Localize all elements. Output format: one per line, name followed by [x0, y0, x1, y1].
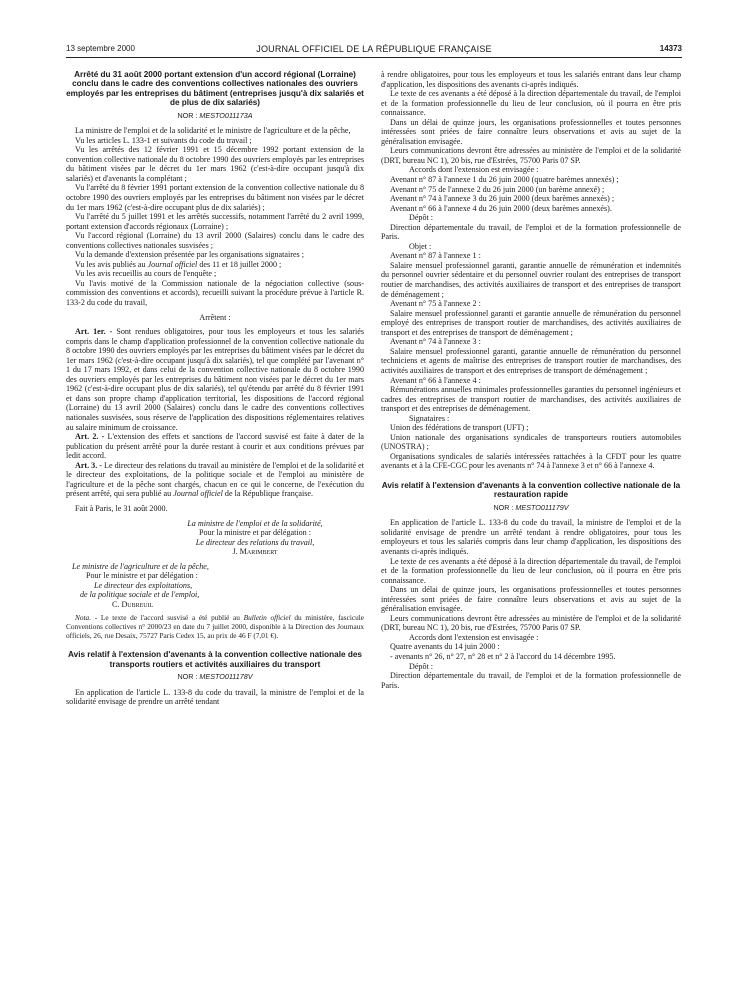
- objet-text: Salaire mensuel professionnel garanti, garantie annuelle de rémunération et indemnités du personnel ouvrier sédentaire et du personnel ouvrier roulant des entreprises de transport routier de marchandises, des activités auxiliaires de transport et des entreprises de transport de déménagement ;: [381, 260, 681, 299]
- objet-text: Salaire mensuel professionnel garanti et garantie annuelle de rémunération du personnel employé des entreprises de transport routier de marchandises, des activités auxiliaires de transport et des entreprises de transport de déménagement ;: [381, 308, 681, 337]
- avis-paragraph: Le texte de ces avenants a été déposé à la direction départementale du travail, de l'emploi et de la formation professionnelle du lieu de leur conclusion, où il pourra en être pris connaissance.: [381, 89, 681, 118]
- jo-pre: Vu les avis publiés au: [75, 259, 146, 269]
- accords-heading: Accords dont l'extension est envisagée :: [409, 632, 539, 642]
- visa-paragraph: Vu l'arrêté du 5 juillet 1991 et les arrêtés successifs, notamment l'arrêté du 2 avril 1999, portant extension d'accords régionaux (Lorraine) ;: [66, 212, 364, 231]
- avis-continuation: à rendre obligatoires, pour tous les employeurs et tous les salariés entrant dans leur champ d'application, les dispositions des avenants ci-après indiqués.: [381, 70, 681, 89]
- avenant-item: Avenant n° 66 à l'annexe 4 du 26 juin 2000 (deux barèmes annexés).: [390, 203, 612, 213]
- visa-paragraph: La ministre de l'emploi et de la solidarité et le ministre de l'agriculture et de la pêche,: [75, 126, 351, 136]
- signataire-item: Organisations syndicales de salariés intéressées rattachées à la CFDT pour les quatre avenants et à la CFE-CGC pour les avenants n° 74 à l'annexe 3 et n° 66 à l'annexe 4.: [381, 451, 681, 471]
- article-3-label: Art. 3. -: [75, 460, 102, 470]
- signataires-heading: Signataires :: [409, 413, 450, 423]
- header-date: 13 septembre 2000: [66, 44, 135, 53]
- signature-2-line: Pour le ministre et par délégation :: [86, 571, 198, 581]
- depot-text: Direction départementale du travail, de l'emploi et de la formation professionnelle de Paris.: [381, 222, 681, 242]
- visa-paragraph: Vu l'arrêté du 8 février 1991 portant extension de la convention collective nationale du 8 octobre 1990 des ouvriers employés par les entreprises du bâtiment non visées par le décret du 1er mars 1962 (c'est-à-dire occupant plus de dix salariés) ;: [66, 183, 364, 212]
- depot-heading: Dépôt :: [409, 213, 434, 223]
- signature-2-line: de la politique sociale et de l'emploi,: [80, 590, 200, 600]
- avis-paragraph: Accords dont l'extension est envisagée :: [409, 165, 539, 175]
- objet-text: Salaire mensuel professionnel garanti, garantie annuelle de rémunération du personnel techniciens et agents de maîtrise des entreprises de transport routier de marchandises, des activités auxiliaires de transport et des entreprises de transport de déménagement ;: [381, 346, 681, 375]
- avis-paragraph: Leurs communications devront être adressées au ministère de l'emploi et de la solidarité (DRT, bureau NC 1), 20 bis, rue d'Estrées, 75700 Paris 07 SP.: [381, 146, 681, 165]
- nor-label: NOR :: [493, 502, 514, 512]
- visa-paragraph: Vu l'avis motivé de la Commission nationale de la négociation collective (sous-commission des conventions et accords), recueilli suivant la procédure prévue à l'article R. 133-2 du code du travail,: [66, 278, 364, 308]
- signature-1-name: J. Marimbert: [232, 547, 278, 557]
- page-header: [66, 44, 682, 58]
- objet-heading: Objet :: [409, 241, 432, 251]
- avis-transports-title: Avis relatif à l'extension d'avenants à la convention collective nationale des transports routiers et activités auxiliaires du transport: [68, 650, 362, 669]
- article-3-post: de la République française.: [224, 489, 314, 499]
- nota-label: Nota. -: [75, 613, 98, 623]
- left-column: [66, 70, 364, 707]
- header-journal-title: JOURNAL OFFICIEL DE LA RÉPUBLIQUE FRANÇAISE: [256, 44, 492, 54]
- signature-2-line: Le ministre de l'agriculture et de la pêche,: [72, 561, 209, 571]
- article-2-text: L'extension des effets et sanctions de l'accord susvisé est faite à dater de la publication du présent arrêté pour la durée restant à courir et aux conditions prévues par ledit accord.: [66, 432, 364, 461]
- avis-transports-nor: [66, 672, 364, 682]
- avenant-heading: Avenant n° 87 à l'annexe 1 :: [390, 251, 481, 261]
- avis-paragraph: Dans un délai de quinze jours, les organisations professionnelles et toutes personnes intéressées sont priées de faire connaître leurs observations et avis au sujet de la généralisation envisagée.: [381, 117, 681, 146]
- article-2: [66, 432, 364, 461]
- visa-paragraph-jo: [66, 260, 364, 270]
- avis-restauration-title: Avis relatif à l'extension d'avenants à la convention collective nationale de la restauration rapide: [381, 480, 681, 500]
- objet-text: Rémunérations annuelles minimales professionnelles garanties du personnel ingénieurs et cadres des entreprises de transport routier de marchandises, des activités auxiliaires de transport et des entreprises de déménagement.: [381, 385, 681, 414]
- avenant-heading: Avenant n° 75 à l'annexe 2 :: [390, 299, 481, 309]
- visa-paragraph: Vu les arrêtés des 12 février 1991 et 15 décembre 1992 portant extension de la convention collective nationale du 8 octobre 1990 des ouvriers employés par les entreprises du bâtiment visées par le décret du 1er mars 1962 (c'est-à-dire occupant jusqu'à dix salariés) et d'avenants la complétant ;: [66, 145, 364, 183]
- fait-a-paris: Fait à Paris, le 31 août 2000.: [75, 503, 168, 513]
- depot-heading: Dépôt :: [409, 661, 434, 671]
- article-2-label: Art. 2. -: [75, 432, 105, 442]
- article-3-text: Le directeur des relations du travail au ministère de l'emploi et de la solidarité et le directeur des exploitations, de la politique sociale et de l'emploi au ministère de l'agriculture et de la pêche sont chargés, chacun en ce qui le concerne, de l'exécution du présent arrêté, qui sera publié au: [66, 460, 364, 499]
- jo-post: des 11 et 18 juillet 2000 ;: [199, 259, 282, 269]
- visa-paragraph: Vu les avis recueillis au cours de l'enquête ;: [75, 269, 217, 279]
- visa-paragraph: Vu l'accord régional (Lorraine) du 13 avril 2000 (Salaires) conclu dans le cadre des conventions collectives nationales susvisées ;: [66, 231, 364, 250]
- nota-ital: Bulletin officiel: [243, 613, 291, 623]
- article-1: [66, 327, 364, 432]
- signature-2-line: Le directeur des exploitations,: [94, 580, 193, 590]
- nota-post: du ministère, fascicule Conventions collectives n° 2000/23 en date du 7 juillet 2000, disponible à la Direction des Journaux officiels, 26, rue Desaix, 75727 Paris Cedex 15, au prix de 46 F (7,01 €).: [66, 613, 365, 640]
- avis-paragraph: Le texte de ces avenants a été déposé à la direction départementale du travail, de l'emploi et de la formation professionnelle du lieu de leur conclusion, où il pourra en être pris connaissance.: [381, 556, 681, 585]
- avis-restauration-nor: [381, 503, 681, 513]
- accords-item: Quatre avenants du 14 juin 2000 :: [390, 642, 500, 652]
- signataire-item: Union nationale des organisations syndicales de transporteurs routiers automobiles (UNOSTRA) ;: [381, 432, 681, 452]
- avenant-heading: Avenant n° 74 à l'annexe 3 :: [390, 337, 481, 347]
- avis-paragraph: Leurs communications devront être adressées au ministère de l'emploi et de la solidarité (DRT, bureau NC 1), 20 bis, rue d'Estrées, 75700 Paris 07 SP.: [381, 613, 681, 633]
- signature-1-line: Pour la ministre et par délégation :: [199, 528, 311, 538]
- nor-label: NOR :: [177, 110, 198, 120]
- avis-paragraph: En application de l'article L. 133-8 du code du travail, la ministre de l'emploi et de la solidarité envisage de prendre un arrêté tendant à rendre obligatoires, pour tous les employeurs et tous les salariés compris dans leur champ d'application, les dispositions des avenants ci-après indiqués.: [381, 518, 681, 556]
- signature-1-line: Le directeur des relations du travail,: [195, 537, 315, 547]
- header-page-number: 14373: [659, 44, 682, 53]
- signature-1-line: La ministre de l'emploi et de la solidarité,: [187, 518, 323, 528]
- nor-code: MESTO011179V: [515, 502, 569, 512]
- signataire-item: Union des fédérations de transport (UFT) ;: [390, 423, 529, 433]
- header-rule: [66, 57, 682, 58]
- article-1-text: Sont rendues obligatoires, pour tous les employeurs et tous les salariés compris dans le champ d'application professionnel de la convention collective nationale du 8 octobre 1990 des ouvriers employés par les entreprises du bâtiment visées par le décret du 1er mars 1962 (c'est-à-dire occupant jusqu'à dix salariés), tel que complété par l'avenant n° 1 du 17 mars 1992, et dans celui de la convention collective nationale du 8 octobre 1990 des ouvriers employés par les entreprises du bâtiment non visées par le décret du 1er mars 1962 (c'est-à-dire occupant plus de dix salariés), tel qu'étendu par arrêté du 8 février 1991 et dans son propre champ d'application territorial, les dispositions de l'accord régional (Lorraine) du 13 avril 2000 (Salaires) conclu dans le cadre des conventions collectives nationales susvisées, sous réserve de l'application des dispositions réglementaires relatives au salaire minimum de croissance.: [66, 327, 364, 432]
- jo-ital: Journal officiel: [147, 259, 198, 269]
- article-1-label: Art. 1er. -: [75, 327, 113, 337]
- visa-paragraph: Vu les articles L. 133-1 et suivants du code du travail ;: [75, 135, 252, 145]
- avis-transports-paragraph: En application de l'article L. 133-8 du code du travail, la ministre de l'emploi et de la solidarité envisage de prendre un arrêté tendant: [66, 687, 364, 707]
- article-3: [66, 461, 364, 499]
- avenant-item: Avenant n° 87 à l'annexe 1 du 26 juin 2000 (quatre barèmes annexés) ;: [390, 175, 619, 185]
- arrete-nor: [66, 111, 364, 121]
- arretent-heading: Arrêtent :: [199, 312, 231, 322]
- avenant-item: Avenant n° 74 à l'annexe 3 du 26 juin 2000 (deux barèmes annexés) ;: [390, 194, 615, 204]
- nota-paragraph: [66, 614, 364, 640]
- accords-subitem: - avenants n° 26, n° 27, n° 28 et n° 2 à l'accord du 14 décembre 1995.: [390, 651, 616, 661]
- right-column: [381, 70, 681, 690]
- avenant-item: Avenant n° 75 de l'annexe 2 du 26 juin 2000 (un barème annexé) ;: [390, 184, 605, 194]
- nota-pre: Le texte de l'accord susvisé a été publié au: [100, 613, 240, 623]
- depot-text: Direction départementale du travail, de l'emploi et de la formation professionnelle de Paris.: [381, 671, 681, 690]
- arrete-title: Arrêté du 31 août 2000 portant extension d'un accord régional (Lorraine) conclu dans le cadre des conventions collectives nationales des ouvriers employés par les entreprises du bâtiment (entreprises jusqu'à dix salariés et de plus de dix salariés): [66, 70, 364, 108]
- signature-2-name: C. Dubreuil: [112, 599, 154, 609]
- nor-label: NOR :: [177, 672, 198, 682]
- visa-paragraph: Vu la demande d'extension présentée par les organisations signataires ;: [75, 250, 304, 260]
- avenant-heading: Avenant n° 66 à l'annexe 4 :: [390, 375, 481, 385]
- nor-code: MESTO011178V: [199, 672, 253, 682]
- avis-paragraph: Dans un délai de quinze jours, les organisations professionnelles et toutes personnes intéressées sont priées de faire connaître leurs observations et avis au sujet de la généralisation envisagée.: [381, 585, 681, 614]
- article-3-ital: Journal officiel: [173, 489, 223, 499]
- nor-code: MESTO011173A: [199, 110, 253, 120]
